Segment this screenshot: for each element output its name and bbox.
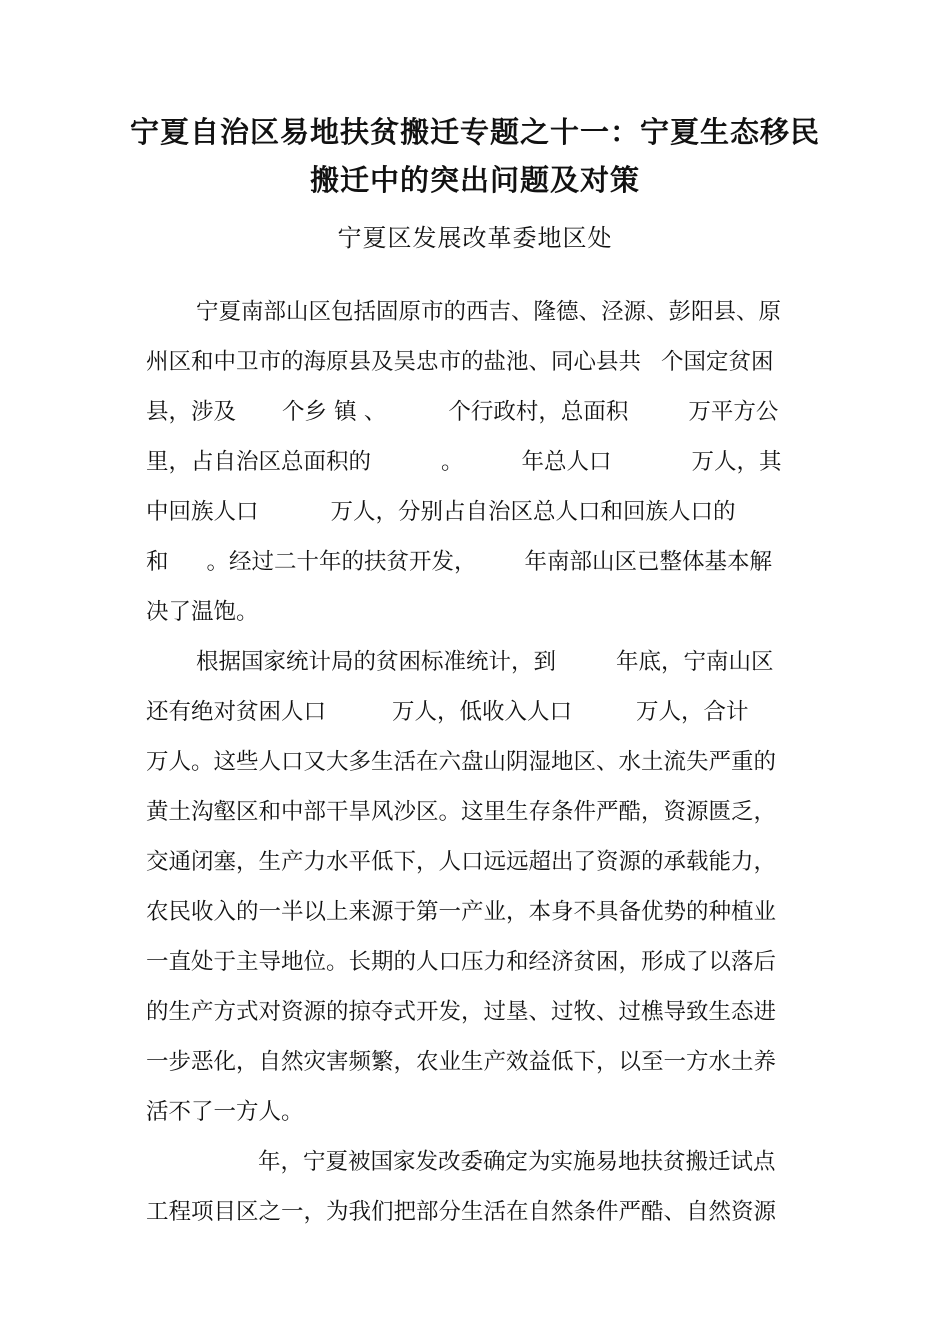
text-segment: 。经过二十年的扶贫开发， [206, 549, 477, 575]
text-segment: 中回族人口 [146, 499, 259, 525]
text-segment: 个国定贫困 [661, 349, 774, 375]
paragraph-line [146, 344, 806, 376]
document-title-line-1: 宁夏自治区易地扶贫搬迁专题之十一：宁夏生态移民 [129, 115, 820, 149]
text-segment: 万人。这些人口又大多生活在六盘山阴湿地区、水土流失严重的 [146, 749, 777, 775]
text-segment: 万人，合计 [636, 699, 749, 725]
paragraph-line [146, 794, 806, 826]
text-segment: 活不了一方人。 [146, 1099, 304, 1125]
text-segment: 万平方公 [688, 399, 779, 425]
text-segment: 个行政村，总面积 [448, 399, 629, 425]
text-segment: 万人，低收入人口 [392, 699, 573, 725]
paragraph-line [146, 544, 806, 576]
document-title-line-2: 搬迁中的突出问题及对策 [309, 163, 640, 197]
text-segment: 年南部山区已整体基本解 [524, 549, 773, 575]
text-segment: 。 [441, 449, 464, 475]
text-segment: 和 [146, 549, 169, 575]
text-segment: 农民收入的一半以上来源于第一产业，本身不具备优势的种植业 [146, 899, 777, 925]
text-segment: 宁夏南部山区包括固原市的西吉、隆德、泾源、彭阳县、原 [196, 299, 782, 325]
document-author: 宁夏区发展改革委地区处 [337, 224, 613, 252]
text-segment: 年总人口 [521, 449, 612, 475]
paragraph-line [146, 494, 806, 526]
text-segment: 一步恶化，自然灾害频繁，农业生产效益低下，以至一方水土养 [146, 1049, 777, 1075]
paragraph-line [146, 694, 806, 726]
paragraph-line [146, 444, 806, 476]
paragraph-line [146, 1044, 806, 1076]
text-segment: 万人，其 [691, 449, 782, 475]
text-segment: 决了温饱。 [146, 599, 259, 625]
text-segment: 年，宁夏被国家发改委确定为实施易地扶贫搬迁试点 [258, 1149, 776, 1175]
text-segment: 州区和中卫市的海原县及吴忠市的盐池、同心县共 [146, 349, 642, 375]
paragraph-line [146, 1094, 806, 1126]
text-segment: 县，涉及 [146, 399, 237, 425]
paragraph-line [146, 944, 806, 976]
text-segment: 里，占自治区总面积的 [146, 449, 372, 475]
paragraph-line [146, 844, 806, 876]
paragraph-line [146, 294, 806, 326]
text-segment: 万人，分别占自治区总人口和回族人口的 [330, 499, 736, 525]
paragraph-line [146, 994, 806, 1026]
paragraph-line [146, 744, 806, 776]
text-segment: 根据国家统计局的贫困标准统计，到 [196, 649, 557, 675]
text-segment: 黄土沟壑区和中部干旱风沙区。这里生存条件严酷，资源匮乏， [146, 799, 777, 825]
text-segment: 还有绝对贫困人口 [146, 699, 327, 725]
text-segment: 个乡 镇 、 [282, 399, 387, 425]
paragraph-line [146, 394, 806, 426]
text-segment: 年底，宁南山区 [616, 649, 774, 675]
paragraph-line [146, 1144, 806, 1176]
paragraph-line [146, 894, 806, 926]
text-segment: 交通闭塞，生产力水平低下，人口远远超出了资源的承载能力， [146, 849, 777, 875]
text-segment: 一直处于主导地位。长期的人口压力和经济贫困，形成了以落后 [146, 949, 777, 975]
paragraph-line [146, 644, 806, 676]
text-segment: 工程项目区之一，为我们把部分生活在自然条件严酷、自然资源 [146, 1199, 777, 1225]
paragraph-line [146, 594, 806, 626]
text-segment: 的生产方式对资源的掠夺式开发，过垦、过牧、过樵导致生态进 [146, 999, 777, 1025]
paragraph-line [146, 1194, 806, 1226]
